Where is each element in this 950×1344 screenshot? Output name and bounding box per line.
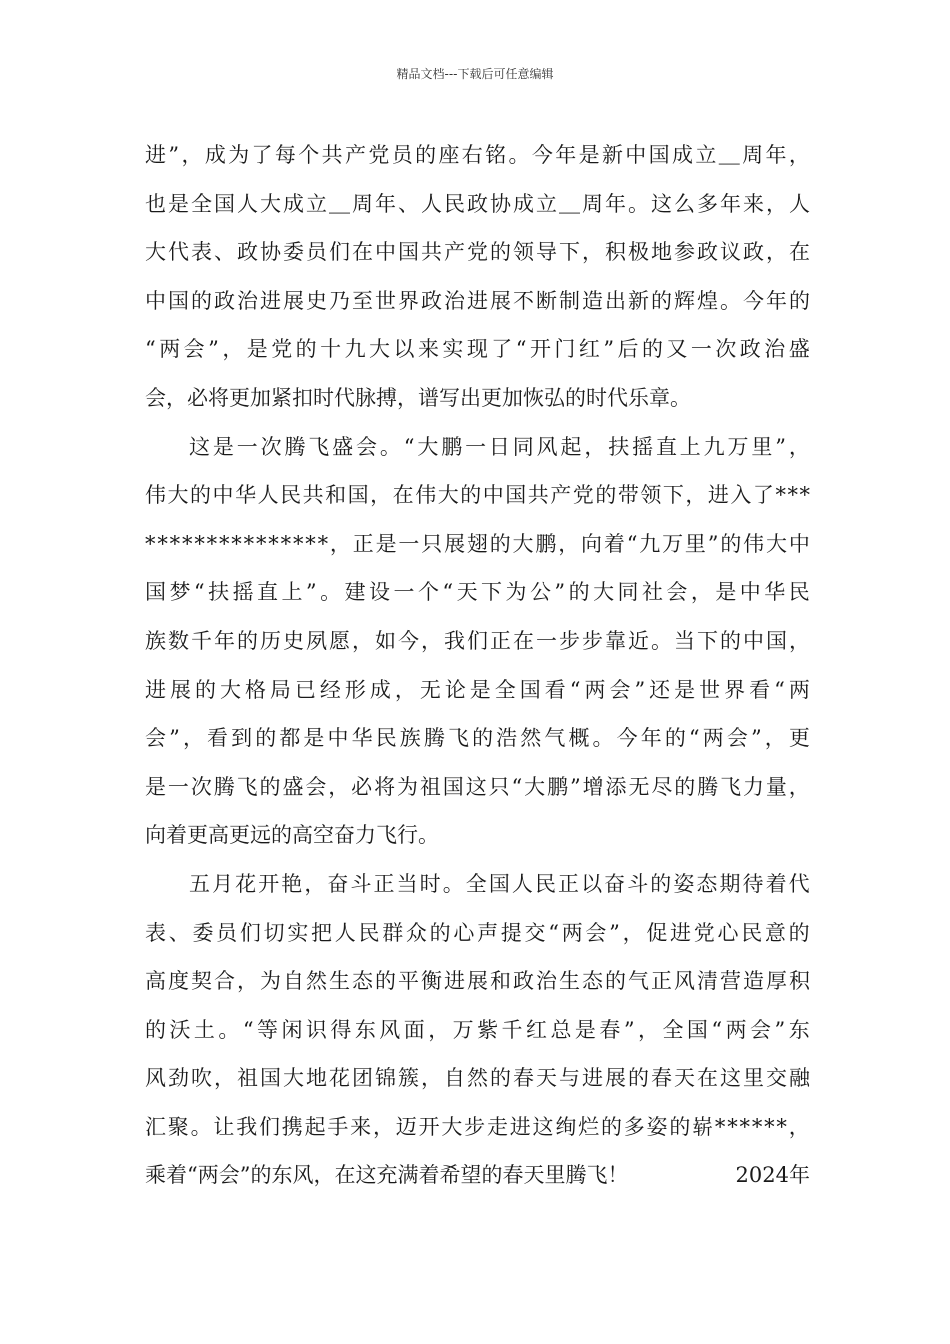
document-body <box>145 131 810 1200</box>
text-line: 表 、 委 员 们 切 实 把 人 民 群 众 的 心 声 提 交 “ 两 会 ” ， 促 进 党 心 民 意 的 <box>145 920 810 945</box>
text-line: 族 数 千 年 的 历 史 夙 愿 ， 如 今 ， 我 们 正 在 一 步 步 靠 近 。 当 下 的 中 国 ， <box>145 628 810 653</box>
text-line: 是 一 次 腾 飞 的 盛 会 ， 必 将 为 祖 国 这 只 “ 大 鹏 ” 增 添 无 尽 的 腾 飞 力 量 ， <box>145 774 810 799</box>
text-line: “ 两 会 ” ， 是 党 的 十 九 大 以 来 实 现 了 “ 开 门 红 ” 后 的 又 一 次 政 治 盛 <box>145 337 810 362</box>
text-line: 国 梦 “ 扶 摇 直 上 ” 。 建 设 一 个 “ 天 下 为 公 ” 的 大 同 社 会 ， 是 中 华 民 <box>145 580 810 605</box>
text-line: 中 国 的 政 治 进 展 史 乃 至 世 界 政 治 进 展 不 断 制 造 出 新 的 辉 煌 。 今 年 的 <box>145 288 810 313</box>
text-line: 五 月 花 开 艳 ， 奋 斗 正 当 时 。 全 国 人 民 正 以 奋 斗 的 姿 态 期 待 着 代 <box>189 871 810 896</box>
text-line: 乘着“两会”的东风，在这充满着希望的春天里腾飞！ 2024年 <box>145 1151 810 1200</box>
document-year: 2024年 <box>735 1163 810 1188</box>
text-line: * * * * * * * * * * * * * * * ， 正 是 一 只 展 翅 的 大 鹏 ， 向 着 “ 九 万 里 ” 的 伟 大 中 <box>145 531 810 556</box>
text-line: 这 是 一 次 腾 飞 盛 会 。 “ 大 鹏 一 日 同 风 起 ， 扶 摇 直 上 九 万 里 ” ， <box>189 434 810 459</box>
text-line: 伟 大 的 中 华 人 民 共 和 国 ， 在 伟 大 的 中 国 共 产 党 的 带 领 下 ， 进 入 了 * * * <box>145 483 810 508</box>
text-line: 向着更高更远的高空奋力飞行。 <box>145 823 439 848</box>
text-line: 进 展 的 大 格 局 已 经 形 成 ， 无 论 是 全 国 看 “ 两 会 ” 还 是 世 界 看 “ 两 <box>145 677 810 702</box>
text-line: 的 沃 土 。 “ 等 闲 识 得 东 风 面 ， 万 紫 千 红 总 是 春 ” ， 全 国 “ 两 会 ” 东 <box>145 1017 810 1042</box>
page-header: 精品文档---下载后可任意编辑 <box>396 67 554 81</box>
text-line: 进 ” ， 成 为 了 每 个 共 产 党 员 的 座 右 铭 。 今 年 是 新 中 国 成 立 ＿ 周 年 ， <box>145 143 810 167</box>
text-line: 会 ” ， 看 到 的 都 是 中 华 民 族 腾 飞 的 浩 然 气 概 。 今 年 的 “ 两 会 ” ， 更 <box>145 726 810 751</box>
text-line: 也 是 全 国 人 大 成 立 ＿ 周 年 、 人 民 政 协 成 立 ＿ 周 年 。 这 么 多 年 来 ， 人 <box>145 191 810 216</box>
text-line: 会，必将更加紧扣时代脉搏，谱写出更加恢弘的时代乐章。 <box>145 385 691 410</box>
text-line: 风 劲 吹 ， 祖 国 大 地 花 团 锦 簇 ， 自 然 的 春 天 与 进 展 的 春 天 在 这 里 交 融 <box>145 1066 810 1091</box>
text-line: 大 代 表 、 政 协 委 员 们 在 中 国 共 产 党 的 领 导 下 ， 积 极 地 参 政 议 政 ， 在 <box>145 240 810 265</box>
text-line: 汇 聚 。 让 我 们 携 起 手 来 ， 迈 开 大 步 走 进 这 绚 烂 的 多 姿 的 崭 * * * * * * ， <box>145 1114 810 1139</box>
text-line: 高 度 契 合 ， 为 自 然 生 态 的 平 衡 进 展 和 政 治 生 态 的 气 正 风 清 营 造 厚 积 <box>145 969 810 994</box>
